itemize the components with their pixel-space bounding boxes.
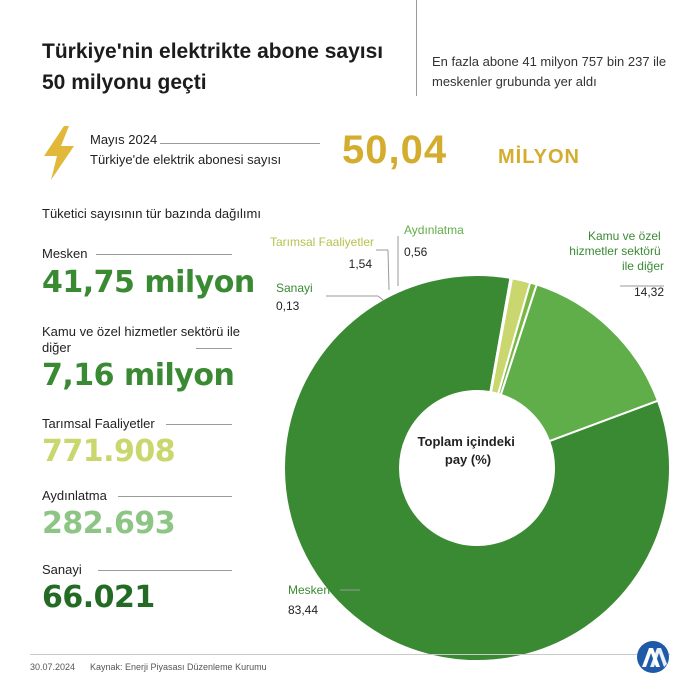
summary-label: Türkiye'de elektrik abonesi sayısı [90, 152, 282, 167]
slice-value-sanayi: 0,13 [276, 299, 300, 313]
leader-line-tarimsal [388, 250, 389, 290]
category-value-aydinlatma: 282.693 [42, 506, 176, 541]
slice-name-tarimsal: Tarımsal Faaliyetler [269, 235, 374, 249]
slice-value-kamu: 14,32 [633, 285, 664, 299]
slice-value-mesken: 83,44 [288, 603, 319, 617]
category-value-tarimsal: 771.908 [42, 434, 176, 469]
category-value-kamu: 7,16 milyon [42, 358, 235, 393]
summary-total-unit: MİLYON [498, 146, 580, 168]
slice-name-mesken: Mesken [288, 583, 331, 597]
footer-date: 30.07.2024 [30, 662, 76, 672]
donut-center-label: Toplam içindeki pay (%) [417, 434, 515, 467]
aa-logo-icon [636, 640, 670, 674]
slice-name-aydinlatma: Aydınlatma [404, 223, 464, 237]
category-value-sanayi: 66.021 [42, 580, 155, 615]
summary-date: Mayıs 2024 [90, 132, 158, 147]
distribution-title: Tüketici sayısının tür bazında dağılımı [42, 206, 261, 221]
category-label-sanayi: Sanayi [42, 562, 82, 577]
leader-line-sanayi [378, 296, 383, 300]
slice-name-kamu: Kamu ve özel hizmetler sektörü ile diğer [569, 229, 664, 273]
category-label-kamu: Kamu ve özel hizmetler sektörü ile diğer [42, 324, 240, 355]
category-label-tarimsal: Tarımsal Faaliyetler [42, 416, 155, 431]
footer-divider [30, 654, 670, 655]
page-title: Türkiye'nin elektrikte abone sayısı 50 milyonu geçti [42, 40, 384, 94]
category-label-mesken: Mesken [42, 246, 88, 261]
summary-total-value: 50,04 [342, 128, 448, 172]
slice-name-sanayi: Sanayi [276, 281, 313, 295]
category-value-mesken: 41,75 milyon [42, 265, 255, 300]
footer-source: Kaynak: Enerji Piyasası Düzenleme Kurumu [90, 662, 267, 672]
category-label-aydinlatma: Aydınlatma [42, 488, 107, 503]
slice-value-tarimsal: 1,54 [348, 257, 372, 271]
page-subtitle: En fazla abone 41 milyon 757 bin 237 ile meskenler grubunda yer aldı [432, 54, 667, 89]
slice-value-aydinlatma: 0,56 [404, 245, 428, 259]
